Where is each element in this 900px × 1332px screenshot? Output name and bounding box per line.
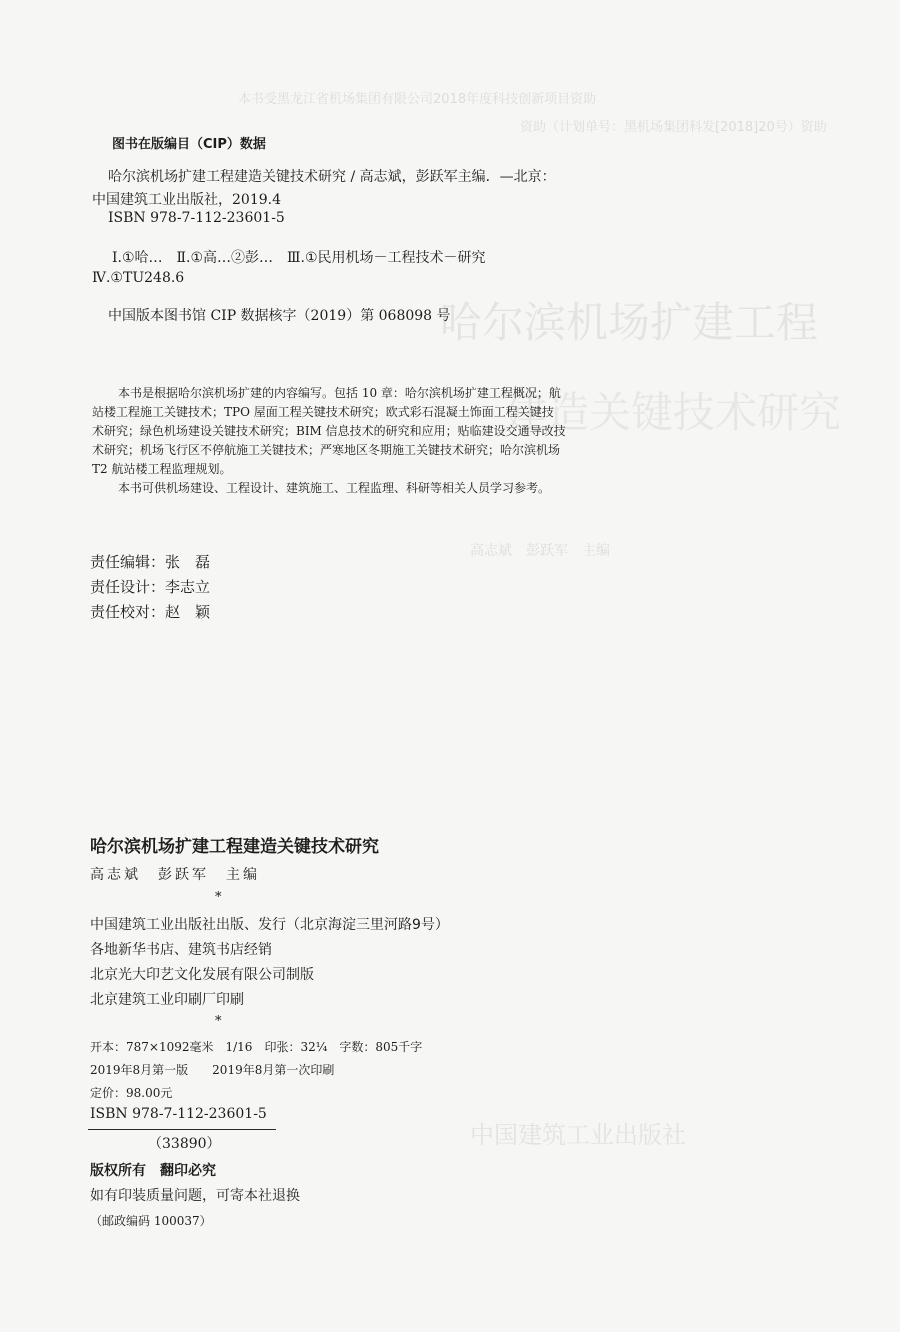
colophon-separator-star-2: *: [215, 1014, 222, 1029]
ghost-top-line-1: 本书受黑龙江省机场集团有限公司2018年度科技创新项目资助: [238, 92, 597, 107]
colophon-publisher: 中国建筑工业出版社出版、发行（北京海淀三里河路9号）: [90, 917, 449, 933]
summary-audience: 本书可供机场建设、工程设计、建筑施工、工程监理、科研等相关人员学习参考。: [118, 481, 551, 495]
summary-line-3: 术研究；绿色机场建设关键技术研究；BIM 信息技术的研究和应用；贴临建设交通导改技: [92, 424, 566, 438]
summary-line-5: T2 航站楼工程监理规划。: [92, 462, 232, 476]
colophon-edition: 2019年8月第一版 2019年8月第一次印刷: [90, 1063, 335, 1077]
cip-classification-2: Ⅳ.①TU248.6: [92, 270, 185, 286]
summary-line-2: 站楼工程施工关键技术；TPO 屋面工程关键技术研究；欧式彩石混凝土饰面工程关键技: [92, 405, 554, 419]
colophon-isbn: ISBN 978-7-112-23601-5: [90, 1106, 267, 1122]
colophon-distributor: 各地新华书店、建筑书店经销: [90, 942, 272, 958]
colophon-rights: 版权所有 翻印必究: [90, 1163, 216, 1179]
cip-classification-1: Ⅰ.①哈… Ⅱ.①高…②彭… Ⅲ.①民用机场－工程技术－研究: [112, 250, 486, 266]
cip-heading: 图书在版编目（CIP）数据: [112, 137, 266, 152]
ghost-authors: 高志斌 彭跃军 主编: [470, 543, 610, 559]
ghost-title-line-1: 哈尔滨机场扩建工程: [440, 298, 819, 347]
colophon-authors: 高志斌 彭跃军 主编: [90, 867, 260, 883]
ghost-top-line-2: 资助（计划单号：黑机场集团科发[2018]20号）资助: [520, 120, 827, 135]
credit-proofreader: 责任校对：赵 颖: [90, 603, 211, 621]
colophon-return-notice: 如有印装质量问题，可寄本社退换: [90, 1188, 300, 1204]
cip-isbn: ISBN 978-7-112-23601-5: [108, 210, 285, 226]
credit-designer: 责任设计：李志立: [90, 578, 211, 596]
ghost-publisher: 中国建筑工业出版社: [470, 1121, 686, 1149]
cip-line-1: 哈尔滨机场扩建工程建造关键技术研究 / 高志斌，彭跃军主编．—北京：: [108, 169, 556, 185]
isbn-underline: [88, 1129, 276, 1130]
colophon-book-number: （33890）: [148, 1136, 221, 1152]
summary-line-1: 本书是根据哈尔滨机场扩建的内容编写。包括 10 章：哈尔滨机场扩建工程概况；航: [118, 386, 561, 400]
colophon-title: 哈尔滨机场扩建工程建造关键技术研究: [90, 837, 379, 857]
colophon-typesetter: 北京光大印艺文化发展有限公司制版: [90, 967, 314, 983]
colophon-format: 开本：787×1092毫米 1/16 印张：32¼ 字数：805千字: [90, 1040, 423, 1054]
colophon-price: 定价：98.00元: [90, 1086, 173, 1100]
summary-line-4: 术研究；机场飞行区不停航施工关键技术；严寒地区冬期施工关键技术研究；哈尔滨机场: [92, 443, 561, 457]
colophon-separator-star-1: *: [215, 890, 222, 905]
cip-line-2: 中国建筑工业出版社，2019.4: [92, 192, 281, 208]
cip-number: 中国版本图书馆 CIP 数据核字（2019）第 068098 号: [108, 308, 451, 324]
colophon-printer: 北京建筑工业印刷厂印刷: [90, 992, 244, 1008]
credit-editor: 责任编辑：张 磊: [90, 553, 211, 571]
colophon-postcode: （邮政编码 100037）: [90, 1214, 212, 1228]
ghost-title-line-2: 建造关键技术研究: [505, 388, 842, 437]
